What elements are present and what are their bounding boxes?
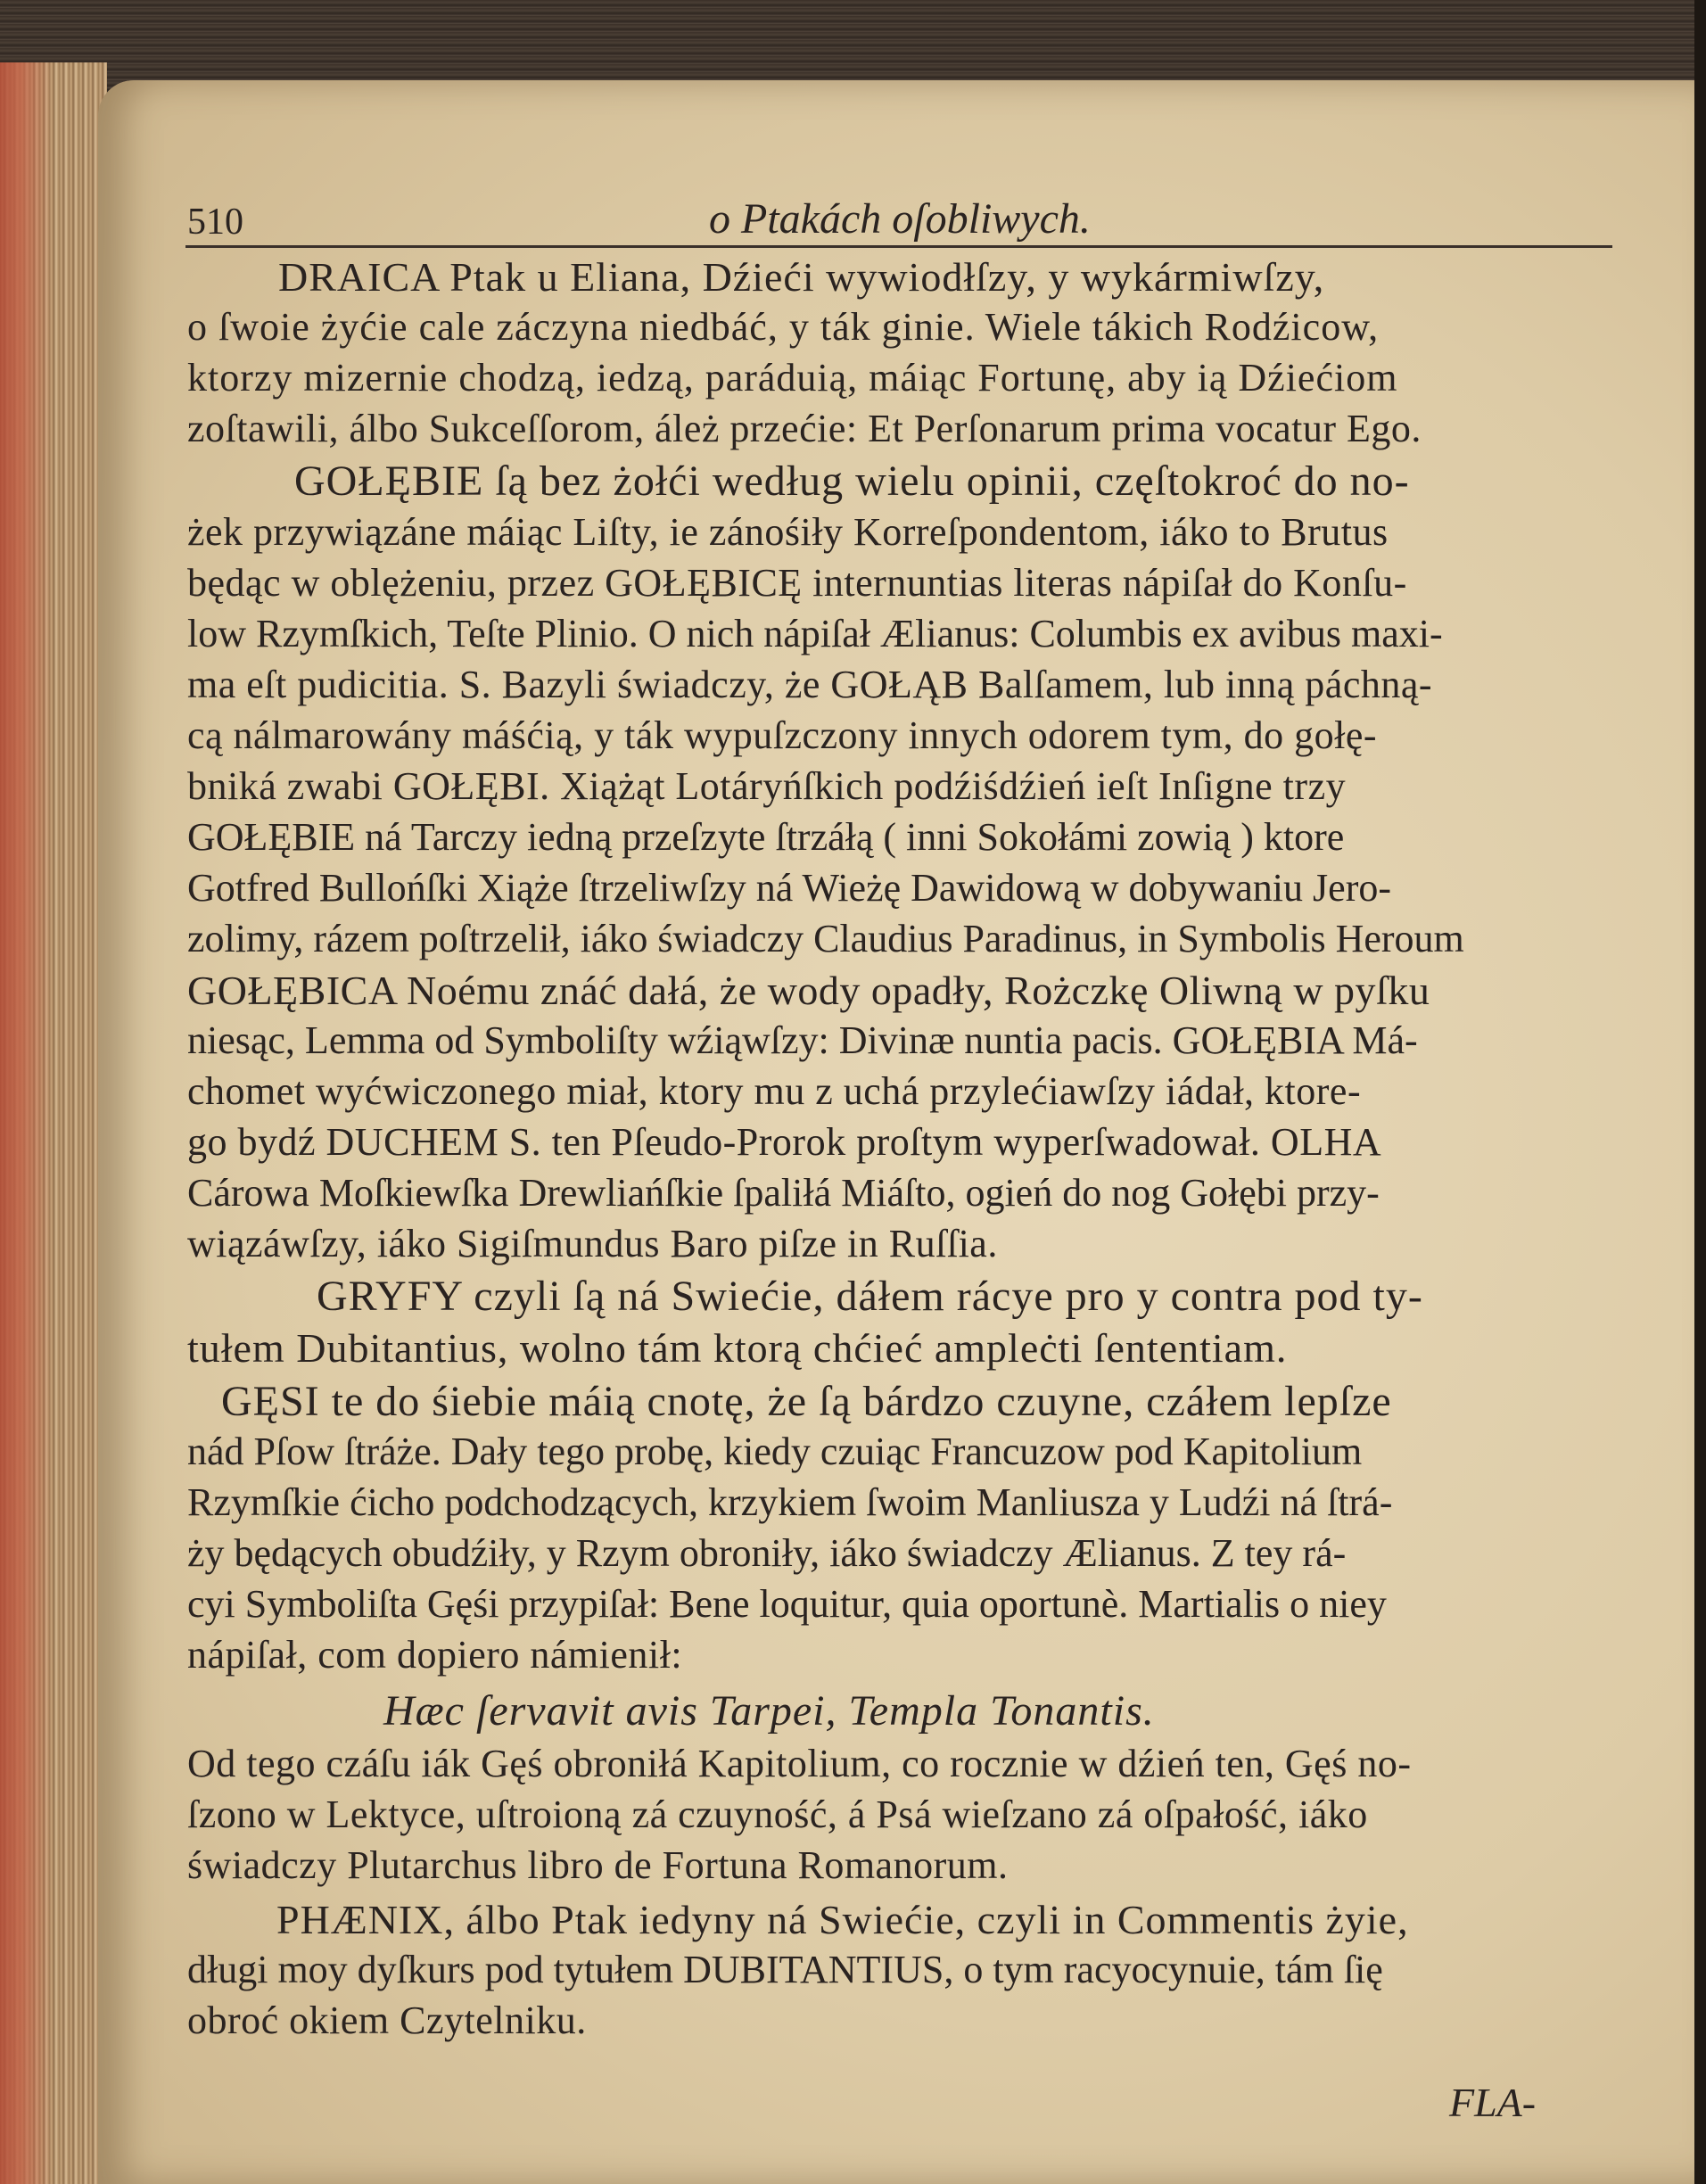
text-line: GRYFY czyli ſą ná Swiećie, dáłem rácye pro y contra pod ty- [317, 1273, 1423, 1320]
running-head: o Ptakách oſobliwych. [709, 195, 1091, 243]
text-line: GĘSI te do śiebie máią cnotę, że ſą bárdzo czuyne, czáłem lepſze [221, 1378, 1392, 1425]
text-line: obroć okiem Czytelniku. [187, 1999, 587, 2042]
text-line: GOŁĘBIE ná Tarczy iedną przeſzyte ſtrzáłą ( inni Sokołámi zowią ) ktore [187, 815, 1345, 859]
catchword: FLA- [1449, 2080, 1537, 2125]
text-line: Cárowa Moſkiewſka Drewliańſkie ſpaliłá Miáſto, ogień do nog Gołębi przy- [187, 1171, 1380, 1215]
text-line: świadczy Plutarchus libro de Fortuna Romanorum. [187, 1843, 1009, 1887]
text-line: długi moy dyſkurs pod tytułem DUBITANTIUS, o tym racyocynuie, tám ſię [187, 1948, 1383, 1991]
text-line: nápiſał, com dopiero námienił: [187, 1633, 683, 1677]
header-rule [185, 245, 1612, 248]
text-line: Od tego czáſu iák Gęś obroniłá Kapitolium, co rocznie w dźień ten, Gęś no- [187, 1742, 1412, 1785]
text-line: GOŁĘBICA Noému znáć dałá, że wody opadły, Rożczkę Oliwną w pyſku [187, 968, 1430, 1013]
red-page-edge [0, 62, 54, 2184]
text-line: cyi Symboliſta Gęśi przypiſał: Bene loquitur, quia oportunè. Martialis o niey [187, 1582, 1387, 1626]
text-line: ktorzy mizernie chodzą, iedzą, paráduią, máiąc Fortunę, aby ią Dźiećiom [187, 356, 1398, 400]
text-line: go bydź DUCHEM S. ten Pſeudo-Prorok proſtym wyperſwadował. OLHA [187, 1120, 1382, 1164]
verse-line: Hæc ſervavit avis Tarpei, Templa Tonantis. [383, 1687, 1155, 1735]
text-line: niesąc, Lemma od Symboliſty wźiąwſzy: Divinæ nuntia pacis. GOŁĘBIA Má- [187, 1018, 1418, 1062]
right-edge-shadow [1694, 0, 1706, 2184]
text-line: ſzono w Lektyce, uſtroioną zá czuyność, á Psá wieſzano zá oſpałość, iáko [187, 1793, 1368, 1836]
text-line: Gotfred Bullońſki Xiąże ſtrzeliwſzy ná Wieżę Dawidową w dobywaniu Jero- [187, 866, 1391, 910]
book-top-edge [0, 0, 1706, 89]
text-line: o ſwoie żyćie cale záczyna niedbáć, y ták ginie. Wiele tákich Rodźicow, [187, 305, 1380, 349]
text-line: ma eſt pudicitia. S. Bazyli świadczy, że GOŁĄB Balſamem, lub inną páchną- [187, 663, 1433, 706]
text-line: low Rzymſkich, Teſte Plinio. O nich nápiſał Ælianus: Columbis ex avibus maxi- [187, 612, 1443, 655]
text-line: PHÆNIX, álbo Ptak iedyny ná Swiećie, czyli in Commentis żyie, [276, 1897, 1409, 1942]
text-line: ży będących obudźiły, y Rzym obroniły, iáko świadczy Ælianus. Z tey rá- [187, 1531, 1347, 1575]
text-line: zoſtawili, álbo Sukceſſorom, áleż przećie: Et Perſonarum prima vocatur Ego. [187, 407, 1422, 450]
text-line: DRAICA Ptak u Eliana, Dźieći wywiodłſzy, y wykármiwſzy, [278, 254, 1325, 300]
text-line: chomet wyćwiczonego miał, ktory mu z uchá przylećiawſzy iádał, ktore- [187, 1069, 1362, 1113]
text-line: nád Pſow ſtráże. Dały tego probę, kiedy czuiąc Francuzow pod Kapitolium [187, 1430, 1363, 1473]
text-line: żek przywiązáne máiąc Liſty, ie zánośiły Korreſpondentom, iáko to Brutus [187, 510, 1389, 554]
text-line: tułem Dubitantius, wolno tám ktorą chćieć ampleċti ſententiam. [187, 1325, 1288, 1371]
page-number: 510 [187, 202, 243, 243]
text-line: Rzymſkie ćicho podchodzących, krzykiem ſwoim Manliusza y Ludźi ná ſtrá- [187, 1480, 1393, 1524]
text-line: będąc w oblężeniu, przez GOŁĘBICĘ internuntias literas nápiſał do Konſu- [187, 561, 1407, 605]
text-line: cą nálmarowány máśćią, y ták wypuſzczony innych odorem tym, do gołę- [187, 713, 1378, 757]
text-line: GOŁĘBIE ſą bez żołći według wielu opinii, częſtokroć do no- [294, 457, 1410, 505]
text-line: wiązáwſzy, iáko Sigiſmundus Baro piſze in Ruſſia. [187, 1222, 998, 1265]
text-line: bniká zwabi GOŁĘBI. Xiążąt Lotáryńſkich podźiśdźień ieſt Inſigne trzy [187, 764, 1347, 808]
text-line: zolimy, rázem poſtrzelił, iáko świadczy Claudius Paradinus, in Symbolis Heroum [187, 917, 1464, 960]
